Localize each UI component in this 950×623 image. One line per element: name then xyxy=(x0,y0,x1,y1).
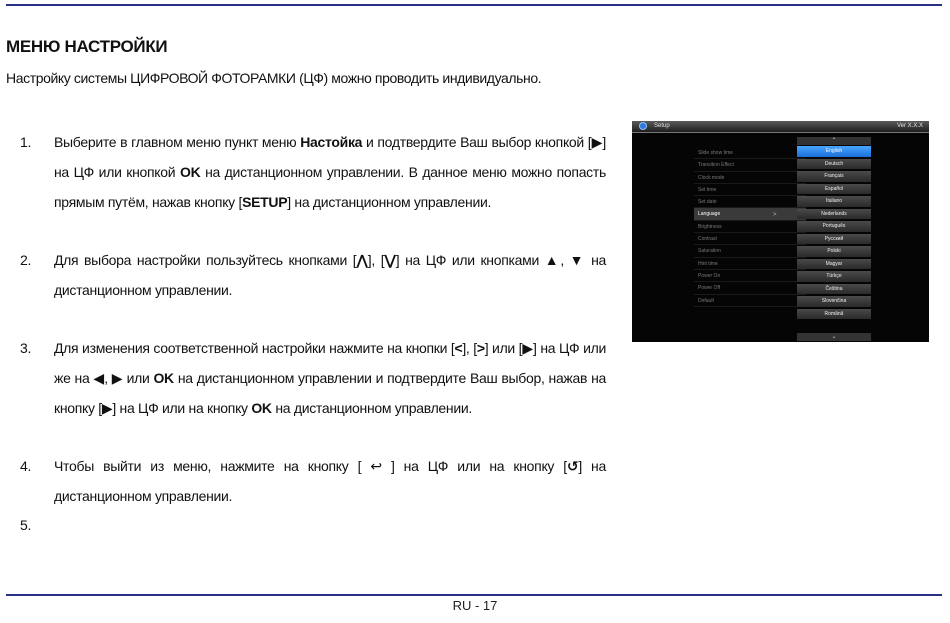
step-fragment: ], [ xyxy=(462,340,477,356)
step-emphasis: ⋀ xyxy=(356,252,368,268)
step-fragment: ] на ЦФ или на кнопку [ xyxy=(381,458,567,474)
chevron-down-icon: ⌄ xyxy=(797,333,871,341)
step-fragment: на дистанционном управлении. xyxy=(271,400,472,416)
language-item: Čeština xyxy=(797,284,871,295)
setup-menu-item: Set date xyxy=(694,196,806,208)
language-item: English xyxy=(797,146,871,157)
setup-menu-item: Slide show time xyxy=(694,147,806,159)
step-text xyxy=(54,127,606,217)
step-emphasis: < xyxy=(454,340,463,356)
step-number: 3. xyxy=(20,340,32,356)
setup-screen-title: Setup xyxy=(654,123,670,129)
step-fragment: ] на дистанционном управлении. xyxy=(287,194,492,210)
setup-logo-icon xyxy=(639,122,647,130)
setup-screen-header xyxy=(632,121,929,133)
step-3 xyxy=(20,333,606,423)
step-emphasis: OK xyxy=(153,370,174,386)
step-fragment: ] на ЦФ или же на ◀, ▶ или xyxy=(54,340,607,386)
step-fragment: ] на ЦФ или на кнопку xyxy=(112,400,252,416)
intro-paragraph: Настройку системы ЦИФРОВОЙ ФОТОРАМКИ (ЦФ) можно проводить индивидуально. xyxy=(6,70,542,86)
language-item: Slovenčina xyxy=(797,296,871,307)
step-emphasis: ▶ xyxy=(591,134,603,150)
step-emphasis: > xyxy=(476,340,485,356)
language-item: Português xyxy=(797,221,871,232)
step-fragment: Для выбора настройки пользуйтесь кнопками [ xyxy=(54,252,357,268)
setup-menu-item: Language xyxy=(694,208,806,220)
setup-menu-item: Default xyxy=(694,295,806,307)
bottom-rule xyxy=(6,594,942,596)
setup-menu-item: Set time xyxy=(694,184,806,196)
step-fragment: Для изменения соответственной настройки нажмите на кнопки [ xyxy=(54,340,455,356)
step-2 xyxy=(20,245,606,305)
step-emphasis: ▶ xyxy=(522,340,534,356)
setup-screen-image xyxy=(632,121,929,342)
steps-list xyxy=(20,127,606,567)
step-text xyxy=(54,333,606,423)
page-number: RU - 17 xyxy=(452,598,498,613)
setup-menu-item: Transition Effect xyxy=(694,159,806,171)
language-item: Română xyxy=(797,309,871,320)
language-item: Nederlands xyxy=(797,209,871,220)
language-item: Türkçe xyxy=(797,271,871,282)
step-fragment: Выберите в главном меню пункт меню xyxy=(54,134,301,150)
chevron-up-icon: ⌃ xyxy=(797,137,871,145)
setup-version: Ver X.X.X xyxy=(896,123,923,129)
step-emphasis: Настойка xyxy=(300,134,363,150)
step-number: 4. xyxy=(20,458,32,474)
language-list xyxy=(797,146,871,321)
step-emphasis: OK xyxy=(251,400,272,416)
step-fragment: Чтобы выйти из меню, нажмите на кнопку [ xyxy=(54,458,371,474)
language-item: Italiano xyxy=(797,196,871,207)
step-1 xyxy=(20,127,606,217)
step-fragment: на дистанционном управлении и подтвердите Ваш выбор, нажав на кнопку [ xyxy=(54,370,606,416)
setup-menu-item: Saturation xyxy=(694,245,806,257)
step-number: 2. xyxy=(20,252,32,268)
top-rule xyxy=(6,4,942,6)
step-fragment: и подтвердите Ваш выбор кнопкой [ xyxy=(362,134,592,150)
step-emphasis: ↺ xyxy=(566,458,579,474)
step-fragment: на дистанционном управлении. В данное меню можно попасть прямым путём, нажав кнопку [ xyxy=(54,164,606,210)
language-item: Deutsch xyxy=(797,159,871,170)
language-item: Magyar xyxy=(797,259,871,270)
step-emphasis: OK xyxy=(179,164,201,180)
step-text xyxy=(54,451,606,511)
language-item: Русский xyxy=(797,234,871,245)
setup-menu-item: Brightness xyxy=(694,221,806,233)
language-item: Français xyxy=(797,171,871,182)
setup-menu-item: Hint time xyxy=(694,258,806,270)
setup-menu-item: Contrast xyxy=(694,233,806,245)
step-number: 5. xyxy=(20,517,32,533)
step-text xyxy=(54,511,606,539)
step-fragment: ↩ xyxy=(370,458,382,474)
step-fragment: ] на ЦФ или кнопками ▲, ▼ на дистанционном управлении. xyxy=(54,252,607,298)
step-emphasis: SETUP xyxy=(242,194,288,210)
language-item: Español xyxy=(797,184,871,195)
setup-menu-item: Clock mode xyxy=(694,172,806,184)
language-item: Polski xyxy=(797,246,871,257)
step-4 xyxy=(20,451,606,511)
step-5 xyxy=(20,511,606,539)
step-fragment: ], [ xyxy=(367,252,385,268)
page-title: МЕНЮ НАСТРОЙКИ xyxy=(6,37,168,56)
step-fragment: ] или [ xyxy=(484,340,523,356)
step-number: 1. xyxy=(20,134,32,150)
setup-menu-item: Power Off xyxy=(694,282,806,294)
setup-menu-item: Power On xyxy=(694,270,806,282)
chevron-right-icon: > xyxy=(773,212,777,218)
step-text xyxy=(54,245,606,305)
step-fragment: ] на ЦФ или кнопкой xyxy=(54,134,606,180)
step-emphasis: ▶ xyxy=(101,400,113,416)
step-emphasis: ⋁ xyxy=(384,252,396,268)
setup-menu xyxy=(694,147,806,307)
step-fragment: ] на дистанционном управлении. xyxy=(54,458,606,504)
